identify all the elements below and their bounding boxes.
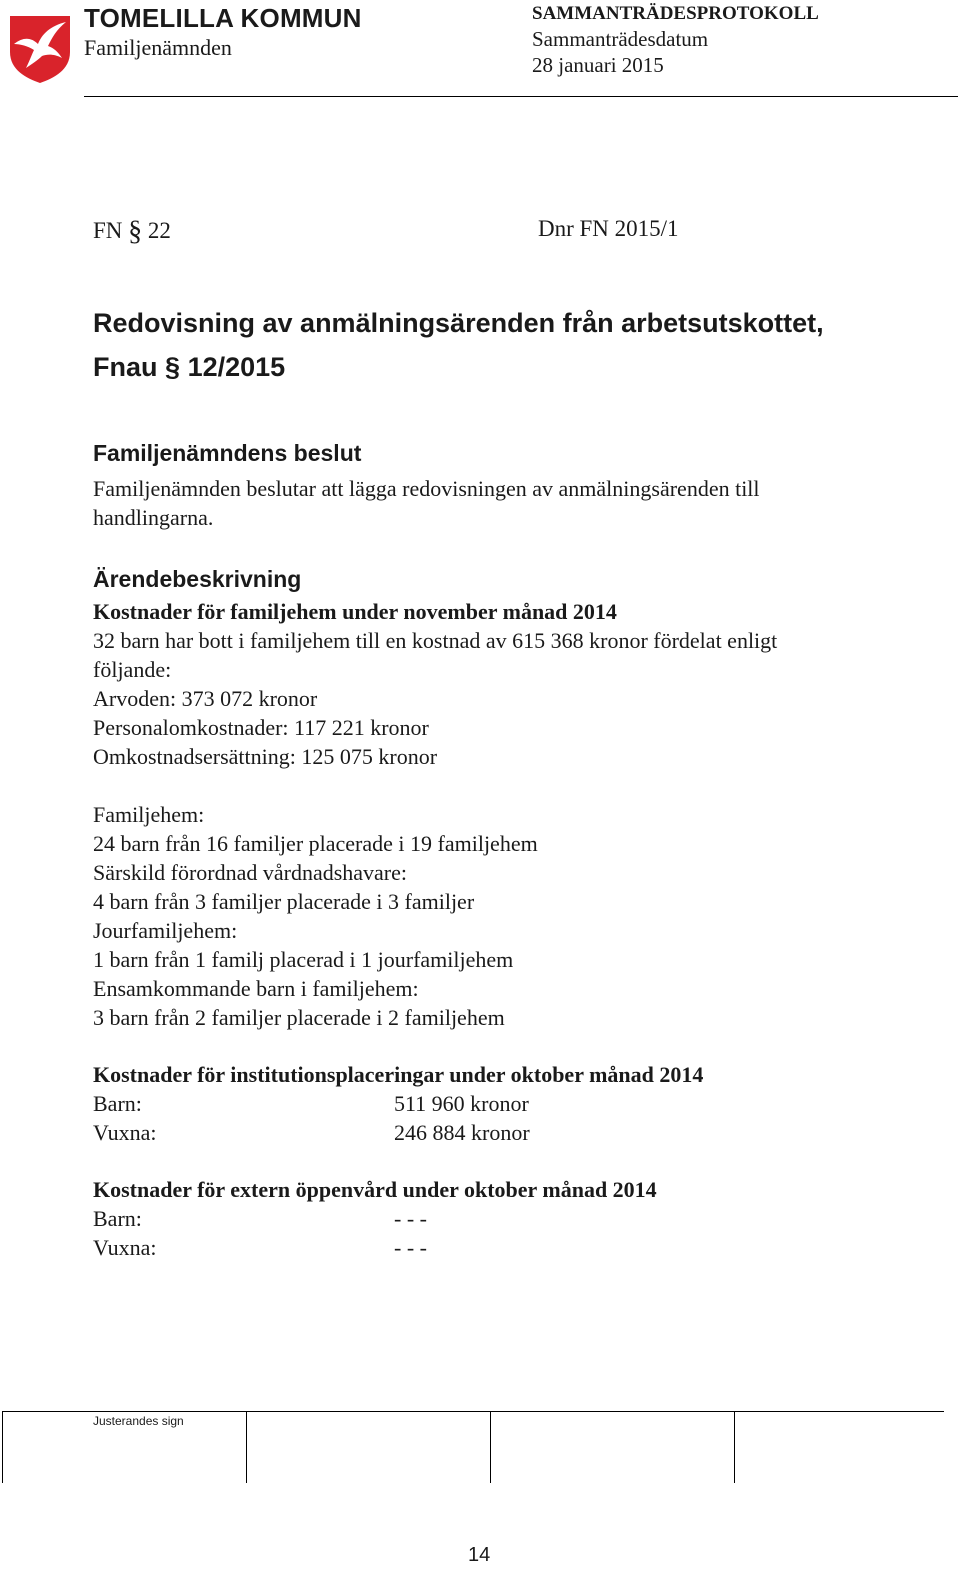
foster-cost-heading: Kostnader för familjehem under november månad 2014 <box>93 599 617 624</box>
signature-box-divider <box>2 1411 3 1483</box>
signature-box-divider <box>734 1411 735 1483</box>
decision-text: Familjenämnden beslutar att lägga redovisningen av anmälningsärenden till handlingarna. <box>93 476 760 530</box>
paragraph-number: 22 <box>147 218 171 243</box>
title-prefix: Fnau <box>93 352 158 382</box>
coat-of-arms-icon <box>8 14 72 84</box>
page-number: 14 <box>468 1544 491 1566</box>
outpatient-cost-heading: Kostnader för extern öppenvård under oktober månad 2014 <box>93 1177 657 1202</box>
placement-line: Jourfamiljehem: <box>93 918 238 943</box>
meeting-date-label: Sammanträdesdatum <box>532 27 709 51</box>
fees-line: Arvoden: 373 072 kronor <box>93 686 318 711</box>
page-title-line-2 <box>93 352 285 383</box>
placement-line: 3 barn från 2 familjer placerade i 2 familjehem <box>93 1005 505 1030</box>
institution-children-value: 511 960 kronor <box>394 1091 529 1116</box>
placement-line: 4 barn från 3 familjer placerade i 3 familjer <box>93 889 475 914</box>
page-title-line-1: Redovisning av anmälningsärenden från arbetsutskottet, <box>93 308 824 338</box>
institution-adults-value: 246 884 kronor <box>394 1120 530 1145</box>
foster-cost-text: 32 barn har bott i familjehem till en kostnad av 615 368 kronor fördelat enligt <box>93 628 778 653</box>
placement-line: Familjehem: <box>93 802 205 827</box>
signature-box-divider <box>490 1411 491 1483</box>
placement-line: Särskild förordnad vårdnadshavare: <box>93 860 408 885</box>
document-type: SAMMANTRÄDESPROTOKOLL <box>532 3 819 24</box>
expenses-line: Omkostnadsersättning: 125 075 kronor <box>93 744 438 769</box>
foster-cost-text-cont: följande: <box>93 657 172 682</box>
org-name: TOMELILLA KOMMUN <box>84 3 362 33</box>
paragraph-reference <box>93 216 171 248</box>
org-subtitle: Familjenämnden <box>84 35 232 60</box>
case-heading: Ärendebeskrivning <box>93 566 302 592</box>
decision-heading: Familjenämndens beslut <box>93 440 362 466</box>
meeting-date: 28 januari 2015 <box>532 53 664 77</box>
signature-box-top-border <box>2 1411 944 1412</box>
title-suffix: 12/2015 <box>187 352 286 382</box>
case-number: Dnr FN 2015/1 <box>538 216 679 241</box>
outpatient-adults-value: - - - <box>394 1235 427 1260</box>
paragraph-prefix: FN <box>93 218 123 243</box>
staff-costs-line: Personalomkostnader: 117 221 kronor <box>93 715 429 740</box>
section-sign: § <box>128 216 143 247</box>
institution-cost-heading: Kostnader för institutionsplaceringar under oktober månad 2014 <box>93 1062 704 1087</box>
signature-label: Justerandes sign <box>93 1414 184 1428</box>
placement-line: 1 barn från 1 familj placerad i 1 jourfamiljehem <box>93 947 514 972</box>
outpatient-adults-label: Vuxna: <box>93 1235 157 1260</box>
placement-line: 24 barn från 16 familjer placerade i 19 familjehem <box>93 831 538 856</box>
signature-box-divider <box>246 1411 247 1483</box>
outpatient-children-value: - - - <box>394 1206 427 1231</box>
header-divider <box>84 96 958 97</box>
placement-line: Ensamkommande barn i familjehem: <box>93 976 419 1001</box>
institution-children-label: Barn: <box>93 1091 142 1116</box>
institution-adults-label: Vuxna: <box>93 1120 157 1145</box>
outpatient-children-label: Barn: <box>93 1206 142 1231</box>
title-section-sign: § <box>165 352 181 382</box>
